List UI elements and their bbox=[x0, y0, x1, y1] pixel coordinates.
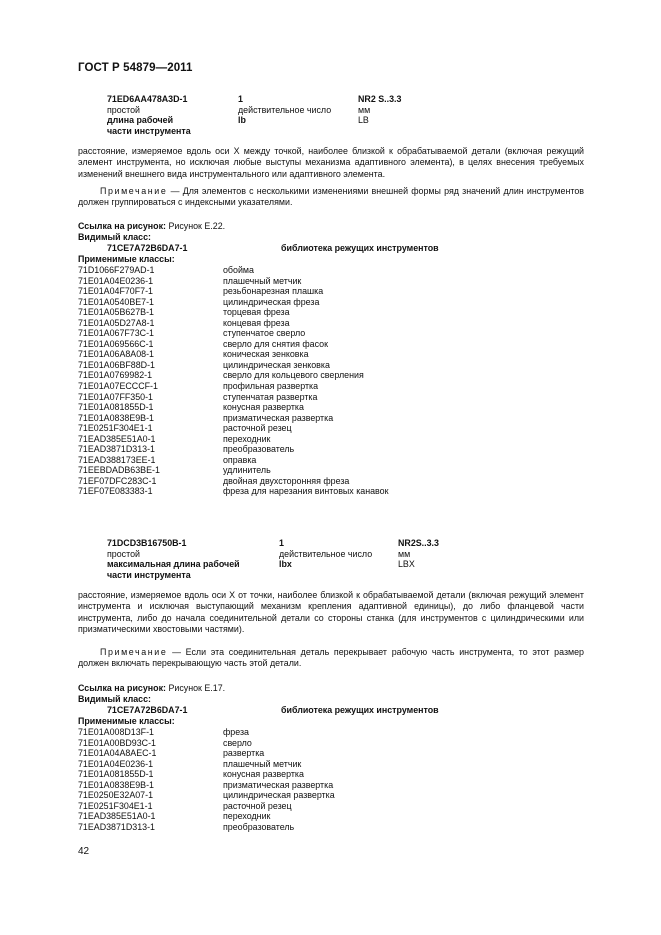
page-number: 42 bbox=[78, 846, 90, 857]
class-name: коническая зенковка bbox=[223, 349, 309, 360]
class-name: удлинитель bbox=[223, 465, 271, 476]
class-id: 71E01A069566C-1 bbox=[78, 338, 154, 349]
class-id: 71E01A0838E9B-1 bbox=[78, 412, 154, 423]
attribute-version: 1 bbox=[238, 94, 243, 104]
class-name: переходник bbox=[223, 433, 271, 444]
class-id: 71E01A081855D-1 bbox=[78, 402, 154, 413]
class-name: двойная двухсторонняя фреза bbox=[223, 475, 350, 486]
note-1 bbox=[78, 186, 584, 209]
attribute-unit: мм bbox=[398, 548, 411, 559]
class-name: оправка bbox=[223, 454, 257, 465]
attribute-datatype: действительное число bbox=[279, 548, 373, 559]
class-name: цилиндрическая развертка bbox=[223, 790, 335, 801]
class-name: призматическая развертка bbox=[223, 779, 334, 790]
visible-class-label-2: Видимый класс: bbox=[78, 694, 151, 704]
attribute-format: NR2 S..3.3 bbox=[358, 94, 402, 104]
class-name: плашечный метчик bbox=[223, 275, 302, 286]
class-name: резьбонарезная плашка bbox=[223, 286, 324, 297]
note-text: — Если эта соединительная деталь перекрывает рабочую часть инструмента, то этот размер должен включать перекрывающую часть этой детали. bbox=[78, 647, 584, 669]
attribute-type: простой bbox=[107, 548, 140, 559]
attribute-code: LB bbox=[358, 115, 369, 126]
class-name: профильная развертка bbox=[223, 381, 319, 392]
class-id: 71E01A06A8A08-1 bbox=[78, 349, 154, 360]
class-name: сверло для снятия фасок bbox=[223, 338, 328, 349]
class-id: 71EF07DFC283C-1 bbox=[78, 475, 157, 486]
applicable-classes-label-1: Применимые классы: bbox=[78, 254, 175, 264]
attribute-unit: мм bbox=[358, 104, 371, 115]
attribute-name-cont: части инструмента bbox=[107, 569, 191, 580]
attribute-name: длина рабочей bbox=[107, 115, 174, 126]
class-id: 71EAD3871D313-1 bbox=[78, 444, 155, 455]
note-label: Примечание bbox=[100, 186, 168, 196]
class-name: торцевая фреза bbox=[223, 307, 290, 318]
class-name: фреза bbox=[223, 727, 249, 737]
visible-class-name-2: библиотека режущих инструментов bbox=[281, 705, 439, 715]
ref-value: Рисунок E.22. bbox=[165, 221, 226, 231]
visible-class-id-2: 71CE7A72B6DA7-1 bbox=[107, 705, 188, 715]
definition-paragraph-2: расстояние, измеряемое вдоль оси X от точки, наиболее близкой к обрабатываемой детали (включая режущий элемент инструмента и исключая выступающий механизм крепления адаптивной единицы), до либо фланцевой части инструмента, либо до начала соединительной детали со стороны станка (для инструментов с цилиндрическими или призматическими хвостовыми частями). bbox=[78, 590, 584, 635]
figure-reference-1 bbox=[78, 221, 225, 232]
class-name: развертка bbox=[223, 748, 265, 759]
attribute-symbol: lbx bbox=[279, 559, 292, 570]
class-name: конусная развертка bbox=[223, 769, 304, 780]
note-text: — Для элементов с несколькими изменениями внешней формы ряд значений длин инструментов должен группироваться с индексными указателями. bbox=[78, 186, 584, 208]
class-id: 71E01A067F73C-1 bbox=[78, 328, 154, 339]
attribute-symbol: lb bbox=[238, 115, 246, 126]
class-id: 71E01A0540BE7-1 bbox=[78, 296, 154, 307]
class-id: 71E01A008D13F-1 bbox=[78, 727, 154, 737]
class-id: 71D1066F279AD-1 bbox=[78, 265, 155, 275]
class-name: призматическая развертка bbox=[223, 412, 334, 423]
class-id: 71E01A07ECCCF-1 bbox=[78, 381, 158, 392]
ref-label: Ссылка на рисунок: bbox=[78, 221, 166, 231]
attribute-datatype: действительное число bbox=[238, 104, 332, 115]
class-name: переходник bbox=[223, 811, 271, 822]
class-name: расточной резец bbox=[223, 800, 292, 811]
class-id: 71EAD3871D313-1 bbox=[78, 821, 155, 832]
class-name: преобразователь bbox=[223, 821, 295, 832]
class-id: 71EEBDADB63BE-1 bbox=[78, 465, 160, 476]
class-name: расточной резец bbox=[223, 423, 292, 434]
class-id: 71E01A081855D-1 bbox=[78, 769, 154, 780]
attribute-version: 1 bbox=[279, 538, 284, 548]
class-id: 71EF07E083383-1 bbox=[78, 486, 153, 497]
class-name: сверло bbox=[223, 737, 252, 748]
class-id: 71E01A07FF350-1 bbox=[78, 391, 153, 402]
class-id: 71E01A04A8AEC-1 bbox=[78, 748, 157, 759]
class-id: 71E01A04E0236-1 bbox=[78, 758, 154, 769]
attribute-format: NR2S..3.3 bbox=[398, 538, 439, 548]
applicable-classes-label-2: Применимые классы: bbox=[78, 716, 175, 726]
visible-class-label-1: Видимый класс: bbox=[78, 232, 151, 242]
ref-label: Ссылка на рисунок: bbox=[78, 683, 166, 693]
class-id: 71E01A06BF88D-1 bbox=[78, 359, 155, 370]
class-id: 71E01A05D27A8-1 bbox=[78, 317, 155, 328]
class-id: 71EAD385E51A0-1 bbox=[78, 811, 156, 822]
class-id: 71E01A00BD93C-1 bbox=[78, 737, 156, 748]
note-2 bbox=[78, 647, 584, 670]
class-name: фреза для нарезания винтовых канавок bbox=[223, 486, 389, 497]
class-name: концевая фреза bbox=[223, 317, 290, 328]
figure-reference-2 bbox=[78, 683, 225, 694]
definition-paragraph-1: расстояние, измеряемое вдоль оси X между точкой, наиболее близкой к обрабатываемой детали (включая режущий элемент инструмента, но исключая любые выступы механизма адаптивного элемента), в целях внесения требуемых изменений внешнего вида инструментального или адаптивного элемента. bbox=[78, 146, 584, 179]
standard-header: ГОСТ Р 54879—2011 bbox=[78, 62, 193, 74]
class-name: цилиндрическая зенковка bbox=[223, 359, 330, 370]
class-name: сверло для кольцевого сверления bbox=[223, 370, 364, 381]
class-id: 71E0251F304E1-1 bbox=[78, 423, 153, 434]
class-id: 71E01A05B627B-1 bbox=[78, 307, 154, 318]
class-id: 71E01A0769982-1 bbox=[78, 370, 153, 381]
class-id: 71E01A04E0236-1 bbox=[78, 275, 154, 286]
class-id: 71E01A0838E9B-1 bbox=[78, 779, 154, 790]
attribute-id: 71ED6AA478A3D-1 bbox=[107, 94, 188, 104]
class-id: 71E01A04F70F7-1 bbox=[78, 286, 153, 297]
attribute-name-cont: части инструмента bbox=[107, 125, 191, 136]
attribute-code: LBX bbox=[398, 559, 415, 570]
class-name: конусная развертка bbox=[223, 402, 304, 413]
class-id: 71EAD388173EE-1 bbox=[78, 454, 156, 465]
attribute-name: максимальная длина рабочей bbox=[107, 559, 240, 570]
ref-value: Рисунок E.17. bbox=[165, 683, 226, 693]
class-id: 71EAD385E51A0-1 bbox=[78, 433, 156, 444]
class-id: 71E0251F304E1-1 bbox=[78, 800, 153, 811]
class-name: преобразователь bbox=[223, 444, 295, 455]
class-name: обойма bbox=[223, 265, 254, 275]
class-name: плашечный метчик bbox=[223, 758, 302, 769]
visible-class-name-1: библиотека режущих инструментов bbox=[281, 243, 439, 253]
class-name: ступенчатая развертка bbox=[223, 391, 318, 402]
class-id: 71E0250E32A07-1 bbox=[78, 790, 154, 801]
class-name: ступенчатое сверло bbox=[223, 328, 306, 339]
class-name: цилиндрическая фреза bbox=[223, 296, 320, 307]
attribute-type: простой bbox=[107, 104, 140, 115]
attribute-id: 71DCD3B16750B-1 bbox=[107, 538, 187, 548]
note-label: Примечание bbox=[100, 647, 168, 657]
visible-class-id-1: 71CE7A72B6DA7-1 bbox=[107, 243, 188, 253]
